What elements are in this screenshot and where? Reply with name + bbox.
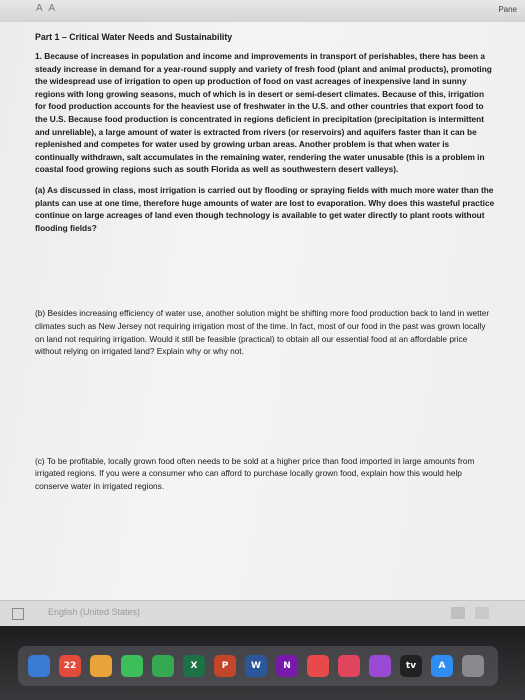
tv-icon[interactable]: tv bbox=[400, 655, 422, 677]
question-c: (c) To be profitable, locally grown food often needs to be sold at a higher price than food imported in large amounts from irrigated regions. If you were a consumer who can afford to purchase locally grown food, explain how this would help conserve water in irrigated regions. bbox=[35, 455, 475, 491]
messages-icon[interactable] bbox=[121, 655, 143, 677]
podcasts-icon[interactable] bbox=[369, 655, 391, 677]
onenote-icon[interactable]: N bbox=[276, 655, 298, 677]
word-icon[interactable]: W bbox=[245, 655, 267, 677]
print-layout-icon[interactable] bbox=[451, 607, 465, 619]
language-indicator[interactable]: English (United States) bbox=[48, 607, 141, 617]
app-store-icon[interactable]: A bbox=[431, 655, 453, 677]
answer-space-a[interactable] bbox=[35, 234, 495, 307]
answer-space-b[interactable] bbox=[35, 358, 495, 455]
status-bar bbox=[0, 600, 525, 627]
document-content bbox=[35, 32, 495, 492]
news-icon[interactable] bbox=[307, 655, 329, 677]
proofing-icon[interactable] bbox=[12, 608, 24, 620]
dock bbox=[18, 646, 498, 686]
screen-bezel bbox=[0, 626, 525, 700]
part-heading: Part 1 – Critical Water Needs and Sustainability bbox=[35, 32, 233, 42]
document-page bbox=[0, 22, 525, 600]
intro-paragraph: 1. Because of increases in population and income and improvements in transport of perishables, there has been a steady increase in demand for a year-round supply and variety of fresh food (plant and animal products), promoting the widespread use of irrigation to open up production of food on vast acreages of inexpensive land in sunny regions with long growing seasons, much of which is in desert or semi-desert climates. Because of this, irrigation for food production accounts for the heaviest use of freshwater in the U.S. and other countries that export food to the U.S. Because food production is concentrated in regions deficient in precipitation (precipitation is intermittent and unreliable), a large amount of water is extracted from rivers (or reservoirs) and aquifers faster than it can be replenished and competes for water used by growing urban areas. Another problem is that when water is continually withdrawn, salt accumulates in the remaining water, rendering the water unusable (this is a problem in coastal food growing regions such as south Florida as well as southwestern desert valleys). bbox=[35, 51, 492, 175]
excel-icon[interactable]: X bbox=[183, 655, 205, 677]
app-toolbar bbox=[0, 0, 525, 23]
pane-button[interactable]: Pane bbox=[498, 5, 517, 14]
font-size-controls[interactable]: A A bbox=[36, 3, 58, 14]
question-a: (a) As discussed in class, most irrigation is carried out by flooding or spraying fields with much more water than the plants can use at one time, therefore huge amounts of water are lost to evaporation. Why does this wasteful practice continue on large acreages of land even though technology is available to get water directly to plant roots without flooding fields? bbox=[35, 184, 495, 233]
music-icon[interactable] bbox=[338, 655, 360, 677]
powerpoint-icon[interactable]: P bbox=[214, 655, 236, 677]
calendar-icon[interactable]: 22 bbox=[59, 655, 81, 677]
web-layout-icon[interactable] bbox=[475, 607, 489, 619]
facetime-icon[interactable] bbox=[152, 655, 174, 677]
question-b: (b) Besides increasing efficiency of water use, another solution might be shifting more food production back to land in wetter climates such as New Jersey not requiring irrigation most of the time. In fact, most of our food in the past was grown locally on land not requiring irrigation. Would it still be feasible (practical) to obtain all our essential food at an affordable price without relying on irrigated land? Explain why or why not. bbox=[35, 308, 490, 357]
settings-icon[interactable] bbox=[462, 655, 484, 677]
finder-icon[interactable] bbox=[28, 655, 50, 677]
photos-icon[interactable] bbox=[90, 655, 112, 677]
